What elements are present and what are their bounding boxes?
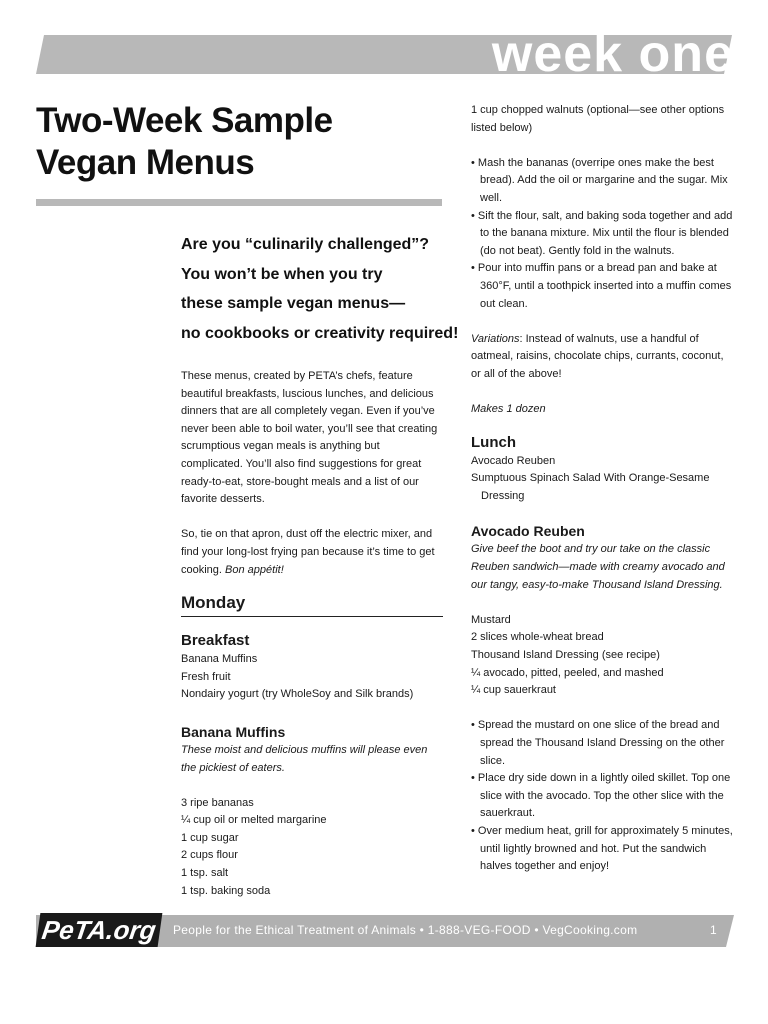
recipe-step: • Pour into muffin pans or a bread pan and bake at 360°F, until a toothpick inserted into a muffin comes out clean. (471, 260, 733, 313)
ingredient: Thousand Island Dressing (see recipe) (471, 649, 660, 662)
menu-item: Fresh fruit (181, 670, 231, 683)
variations-label: Variations (471, 332, 520, 345)
menu-item: Nondairy yogurt (try WholeSoy and Silk brands) (181, 688, 414, 701)
menu-item: Banana Muffins (181, 653, 258, 666)
intro-callout (181, 230, 459, 348)
menu-item: Dressing (481, 489, 525, 502)
ingredient: 1 cup chopped walnuts (optional—see other options listed below) (471, 104, 725, 134)
bon-appetit: Bon appétit! (225, 563, 284, 576)
recipe-description: Give beef the boot and try our take on the classic Reuben sandwich—made with creamy avocado and our tangy, easy-to-make Thousand Island Dressing. (471, 543, 725, 591)
recipe-step: • Mash the bananas (overripe ones make the best bread). Add the oil or margarine and the sugar. Mix well. (471, 155, 733, 208)
ingredient: ¼ cup oil or melted margarine (181, 814, 327, 827)
ingredient: Mustard (471, 613, 511, 626)
recipe-yield: Makes 1 dozen (471, 403, 546, 416)
ingredient: 2 cups flour (181, 849, 238, 862)
ingredient: ¼ cup sauerkraut (471, 684, 556, 697)
intro-line: these sample vegan menus— (181, 295, 406, 312)
recipe-step: • Sift the flour, salt, and baking soda together and add to the banana mixture. Mix until the flour is blended (do not beat). Gently fold in the walnuts. (471, 208, 733, 261)
ingredient: 1 tsp. baking soda (181, 884, 271, 897)
page-title-line-1: Two-Week Sample (36, 101, 333, 140)
intro-line: You won’t be when you try (181, 265, 383, 283)
intro-paragraph: These menus, created by PETA’s chefs, feature beautiful breakfasts, luscious lunches, and delicious dinners that are all completely vegan. Even if you’ve never been able to boil water, you’ll see that creating scrumptious vegan meals is anything but complicated. You’ll also find suggestions for great ready-to-eat, store-bought meals and a list of our favorite desserts. (181, 370, 438, 506)
avocado-reuben-steps (471, 717, 733, 875)
recipe-heading-avocado-reuben: Avocado Reuben (471, 523, 585, 540)
intro-line: Are you “culinarily challenged”? (181, 236, 430, 253)
lunch-heading: Lunch (471, 433, 516, 451)
day-heading-monday: Monday (181, 593, 443, 617)
page-title-line-2: Vegan Menus (36, 143, 255, 182)
ingredient: 2 slices whole-wheat bread (471, 631, 604, 644)
recipe-step: • Over medium heat, grill for approximately 5 minutes, until lightly browned and hot. Put the sandwich halves together and enjoy! (471, 823, 733, 876)
right-column (471, 102, 733, 876)
variations-text: : Instead of walnuts, use a handful of oatmeal, raisins, chocolate chips, currants, coconut, or all of the above! (471, 332, 724, 380)
page-number: 1 (710, 923, 717, 937)
recipe-step: • Spread the mustard on one slice of the bread and spread the Thousand Island Dressing on the other slice. (471, 717, 733, 770)
recipe-step: • Place dry side down in a lightly oiled skillet. Top one slice with the avocado. Top the other slice with the sauerkraut. (471, 770, 733, 823)
intro-paragraph-2 (181, 526, 443, 579)
page-title (36, 100, 436, 184)
ingredient: 1 tsp. salt (181, 867, 229, 880)
variations-note (471, 331, 733, 384)
recipe-description: These moist and delicious muffins will please even the pickiest of eaters. (181, 743, 428, 774)
menu-item: Sumptuous Spinach Salad With Orange-Sesame (471, 472, 710, 485)
title-divider (36, 199, 442, 206)
peta-logo: PeTA.org (36, 913, 163, 947)
intro-line: no cookbooks or creativity required! (181, 324, 459, 342)
breakfast-heading: Breakfast (181, 632, 250, 650)
recipe-heading-banana-muffins: Banana Muffins (181, 723, 286, 740)
ingredient: 3 ripe bananas (181, 796, 254, 809)
banana-muffins-steps (471, 155, 733, 313)
intro-paragraph-2-text: So, tie on that apron, dust off the electric mixer, and find your long-lost frying pan because it’s time to get cooking. (181, 528, 435, 576)
footer-contact-text: People for the Ethical Treatment of Animals • 1-888-VEG-FOOD • VegCooking.com (173, 923, 638, 937)
menu-item: Avocado Reuben (471, 454, 556, 467)
left-column (181, 230, 459, 900)
ingredient: 1 cup sugar (181, 831, 239, 844)
ingredient: ¼ avocado, pitted, peeled, and mashed (471, 666, 664, 679)
week-banner-label: week one (491, 25, 734, 83)
